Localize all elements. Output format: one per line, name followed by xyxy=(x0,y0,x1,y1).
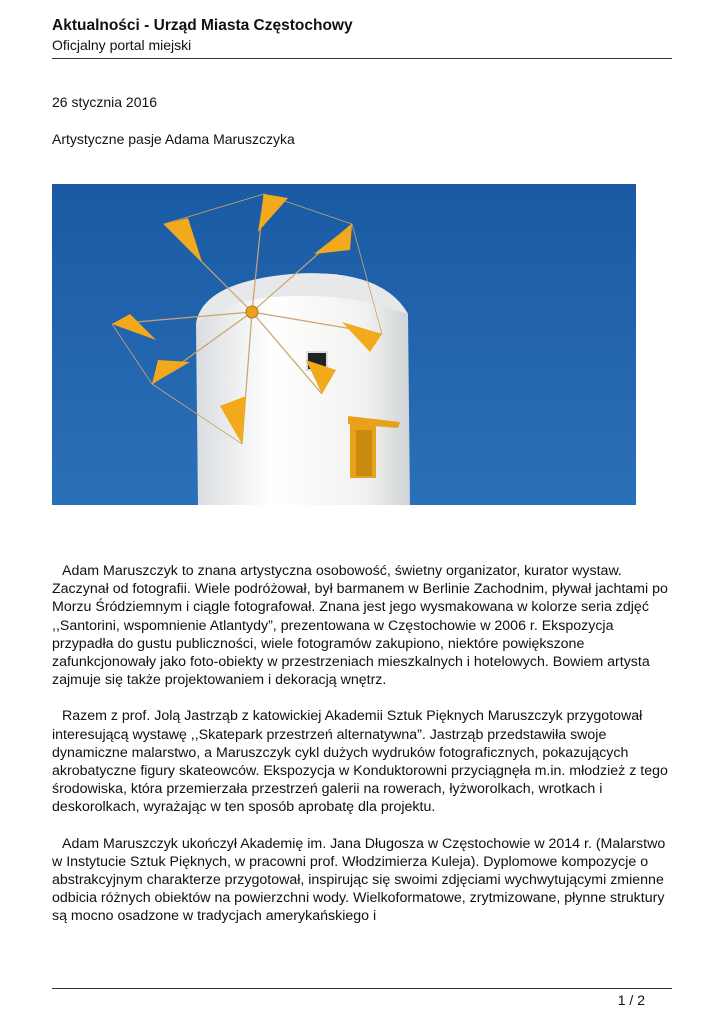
article-date: 26 stycznia 2016 xyxy=(52,94,158,110)
page-header xyxy=(52,16,672,54)
article-body xyxy=(52,562,677,944)
windmill-photo xyxy=(52,184,636,505)
footer-divider xyxy=(52,988,672,989)
tower-door xyxy=(356,430,372,476)
article-title: Artystyczne pasje Adama Maruszczyka xyxy=(52,131,295,147)
windmill-hub xyxy=(246,306,258,318)
windmill-tower xyxy=(196,273,410,505)
page-number: 1 / 2 xyxy=(617,992,645,1008)
article-paragraph: Adam Maruszczyk to znana artystyczna osobowość, świetny organizator, kurator wystaw. Zaczynał od fotografii. Wiele podróżował, był barmanem w Berlinie Zachodnim, pływał jachtami po Morzu Śródziemnym i ciągle fotografował. Znana jest jego wysmakowana w kolorze seria zdjęć ,,Santorini, wspomnienie Atlantydy”, prezentowana w Częstochowie w 2006 r. Ekspozycja przypadła do gustu publiczności, wiele fotogramów zakupiono, niektóre powiększone zafunkcjonowały jako foto-obiekty w przestrzeniach mieszkalnych i hotelowych. Bowiem artysta zajmuje się także projektowaniem i dekoracją wnętrz. xyxy=(52,563,668,689)
article-paragraph: Adam Maruszczyk ukończył Akademię im. Jana Długosza w Częstochowie w 2014 r. (Malarstwo w Instytucie Sztuk Pięknych, w pracowni prof. Włodzimierza Kuleja). Dyplomowe kompozycje o abstrakcyjnym charakterze przygotował, inspirując się swoimi zdjęciami wychwytującymi zmienne odbicia różnych obiektów na powierzchni wody. Wielkoformatowe, zrytmizowane, płynne struktury są mocno osadzone w tradycjach amerykańskiego i xyxy=(52,835,666,925)
header-divider xyxy=(52,58,672,59)
article-paragraph: Razem z prof. Jolą Jastrząb z katowickiej Akademii Sztuk Pięknych Maruszczyk przygotował interesującą wystawę ,,Skatepark przestrzeń alternatywna”. Jastrząb przedstawiła swoje dynamiczne malarstwo, a Maruszczyk cykl dużych wydruków fotograficznych, pokazujących akrobatyczne figury skateowców. Ekspozycja w Konduktorowni przyciągnęła m.in. młodzież z tego środowiska, która przemierzała przestrzeń galerii na rowerach, łyżworolkach, wrotkach i deskorolkach, wyrażając w ten sposób aprobatę dla projektu. xyxy=(52,708,668,816)
site-subtitle: Oficjalny portal miejski xyxy=(52,37,192,53)
site-title: Aktualności - Urząd Miasta Częstochowy xyxy=(52,17,353,34)
